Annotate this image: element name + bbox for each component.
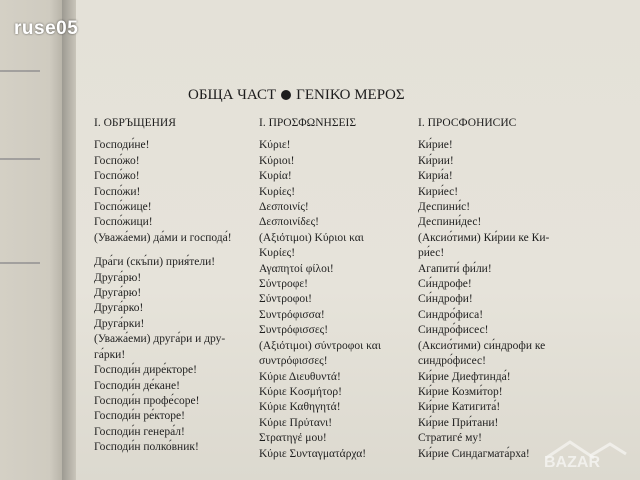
- phrase-line: Κύριε Κοσμήτορ!: [259, 385, 342, 398]
- phrase-line: Κύριε Καθηγητά!: [259, 401, 341, 414]
- phrase-line: (Αξιότιμοι) σύντροφοι και: [259, 339, 381, 352]
- phrase-line: Господи́н де́кане!: [94, 379, 180, 392]
- phrase-line: Ки́рие!: [418, 139, 453, 152]
- phrase-line: Ки́рие Диефтинда́!: [418, 370, 511, 383]
- book-spine: [62, 0, 76, 480]
- column-heading: I. ОБРЪЩЕНИЯ: [94, 117, 176, 129]
- phrase-line: Господи́н полко́вник!: [94, 441, 199, 454]
- phrase-line: Ки́рии!: [418, 154, 454, 167]
- phrase-line: Δεσποινίς!: [259, 201, 309, 214]
- phrase-line: Друга́рю!: [94, 287, 142, 300]
- phrase-line: Госпо́жо!: [94, 170, 140, 183]
- phrase-line: Господи́н профе́соре!: [94, 394, 200, 407]
- phrase-line: Ки́рие При́тани!: [418, 416, 499, 429]
- phrase-line: Кири́а!: [418, 170, 453, 183]
- phrase-line: ри́ес!: [418, 247, 445, 260]
- phrase-line: Ки́рие Синдагмата́рха!: [418, 447, 530, 460]
- phrase-line: Друга́рки!: [94, 317, 145, 330]
- phrase-line: Си́ндрофи!: [418, 293, 473, 306]
- phrase-line: Друга́рко!: [94, 302, 144, 315]
- phrase-line: Κύριε Πρύτανι!: [259, 416, 333, 429]
- phrase-line: Дра́ги (скъ́пи) прия́тели!: [94, 256, 216, 269]
- left-page: [0, 0, 62, 480]
- column-bulgarian: [94, 116, 232, 456]
- phrase-line: га́рки!: [94, 348, 126, 361]
- phrase-line: Деспини́с!: [418, 201, 471, 214]
- bazar-logo: [540, 436, 632, 470]
- phrase-line: Господи́н ре́кторе!: [94, 410, 185, 423]
- phrase-line: Κύριε!: [259, 139, 291, 152]
- phrase-line: Господи́н генера́л!: [94, 425, 185, 438]
- phrase-line: Σύντροφοι!: [259, 293, 313, 306]
- phrase-line: Συντρόφισσα!: [259, 308, 325, 321]
- phrase-line: (Αξιότιμοι) Κύριοι και: [259, 231, 364, 244]
- phrase-line: Госпо́жице!: [94, 201, 152, 214]
- phrase-line: Кири́ес!: [418, 185, 459, 198]
- phrase-line: (Аксио́тими) Ки́рии ке Ки-: [418, 231, 550, 244]
- phrase-line: Αγαπητοί φίλοι!: [259, 262, 334, 275]
- phrase-line: Στρατηγέ μου!: [259, 432, 327, 445]
- phrase-line: синдро́фисес!: [418, 355, 486, 368]
- page-line: [0, 158, 40, 160]
- watermark: ruse05: [14, 18, 79, 39]
- bazar-logo-icon: [540, 436, 632, 470]
- column-heading: I. ΠΡΟΣΦΩΝΗΣΕΙΣ: [259, 117, 357, 129]
- column-transliteration: [418, 116, 549, 462]
- phrase-line: (Уважа́еми) друга́ри и дру-: [94, 333, 226, 346]
- phrase-line: Деспини́дес!: [418, 216, 482, 229]
- phrase-line: Госпо́жи!: [94, 185, 141, 198]
- page-title: [188, 87, 405, 104]
- page-line: [0, 262, 40, 264]
- phrase-line: Господи́не!: [94, 139, 150, 152]
- phrase-line: (Аксио́тими) си́ндрофи ке: [418, 339, 546, 352]
- phrase-line: Господи́н дире́кторе!: [94, 364, 197, 377]
- logo-text: BAZAR: [544, 454, 600, 470]
- phrase-line: Синдро́фисес!: [418, 324, 489, 337]
- title-greek: ΓΕΝΙΚΟ ΜΕΡΟΣ: [296, 87, 405, 103]
- phrase-line: Стратигé му!: [418, 432, 482, 445]
- page-line: [0, 70, 40, 72]
- phrase-line: Госпо́жици!: [94, 216, 153, 229]
- phrase-line: Ки́рие Катигита́!: [418, 401, 501, 414]
- phrase-line: Κυρίες!: [259, 247, 296, 260]
- phrase-line: Синдро́фиса!: [418, 308, 484, 321]
- column-heading: I. ПРОСФОНИСИС: [418, 117, 517, 129]
- phrase-line: Κύριοι!: [259, 154, 295, 167]
- phrase-line: Си́ндрофе!: [418, 278, 472, 291]
- phrase-line: Συντρόφισσες!: [259, 324, 329, 337]
- phrase-line: Σύντροφε!: [259, 278, 308, 291]
- phrase-line: Агапити́ фи́ли!: [418, 262, 492, 275]
- phrase-line: Госпо́жо!: [94, 154, 140, 167]
- phrase-line: Δεσποινίδες!: [259, 216, 319, 229]
- phrase-line: συντρόφισσες!: [259, 355, 328, 368]
- phrase-line: Κυρίες!: [259, 185, 296, 198]
- phrase-line: Κυρία!: [259, 170, 292, 183]
- phrase-line: Друга́рю!: [94, 271, 142, 284]
- phrase-line: Ки́рие Козми́тор!: [418, 385, 503, 398]
- bullet-icon: [281, 90, 291, 100]
- title-bulgarian: ОБЩА ЧАСТ: [188, 87, 277, 103]
- phrase-line: Κύριε Συνταγματάρχα!: [259, 447, 367, 460]
- phrase-line: (Уважа́еми) да́ми и господа́!: [94, 231, 232, 244]
- column-greek: [259, 116, 381, 462]
- phrase-line: Κύριε Διευθυντά!: [259, 370, 341, 383]
